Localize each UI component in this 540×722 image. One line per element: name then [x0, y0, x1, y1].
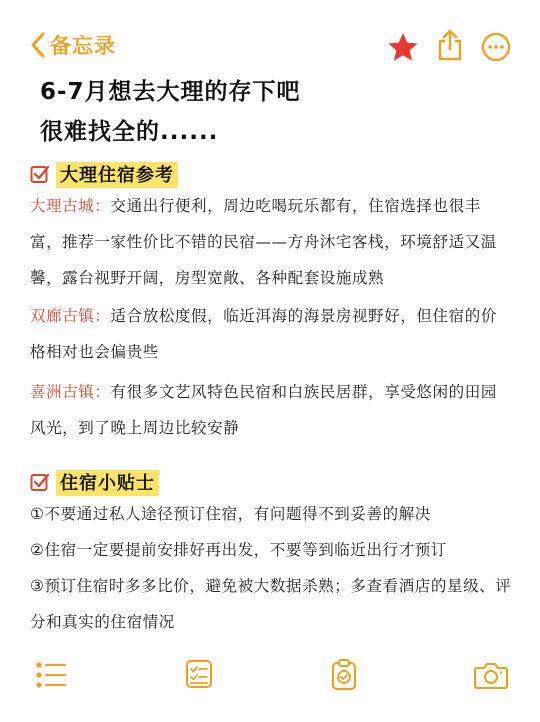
more-options-icon[interactable] — [481, 32, 511, 62]
item-text: 交通出行便利，周边吃喝玩乐都有，住宿选择也很丰富，推荐一家性价比不错的民宿——方舟沐宅客栈，环境舒适又温馨，露台视野开阔，房型宽敞、各种配套设施成熟 — [30, 197, 497, 287]
clipboard-check-icon[interactable] — [330, 658, 358, 692]
bottom-toolbar — [0, 650, 540, 710]
item-key: 双廊古镇： — [30, 307, 111, 325]
section-heading-accommodation — [30, 160, 178, 188]
checkbox-checked-icon — [30, 472, 50, 492]
back-button[interactable] — [30, 30, 116, 60]
bulleted-list-icon[interactable] — [34, 660, 68, 690]
section-heading-tips — [30, 468, 159, 496]
share-icon[interactable] — [436, 28, 464, 62]
star-icon[interactable] — [386, 30, 420, 64]
list-item — [30, 374, 512, 446]
note-title — [40, 72, 510, 152]
checklist-icon[interactable] — [184, 658, 214, 690]
item-key: 大理古城： — [30, 197, 111, 215]
tip-item: ③预订住宿时多多比价，避免被大数据杀熟；多查看酒店的星级、评分和真实的住宿情况 — [30, 577, 512, 631]
chevron-left-icon — [30, 31, 46, 59]
camera-icon[interactable] — [473, 660, 509, 690]
note-title-line-1: 6-7月想去大理的存下吧 — [40, 79, 301, 105]
section-heading-label: 大理住宿参考 — [56, 160, 178, 188]
tip-item: ②住宿一定要提前安排好再出发，不要等到临近出行才预订 — [30, 541, 447, 559]
checkbox-checked-icon — [30, 164, 50, 184]
note-title-line-2: 很难找全的...... — [40, 119, 219, 145]
list-item — [30, 298, 512, 370]
item-text: 适合放松度假，临近洱海的海景房视野好，但住宿的价格相对也会偏贵些 — [30, 307, 497, 361]
item-key: 喜洲古镇： — [30, 383, 111, 401]
item-text: 有很多文艺风特色民宿和白族民居群，享受悠闲的田园风光，到了晚上周边比较安静 — [30, 383, 497, 437]
list-item — [30, 188, 512, 296]
back-label: 备忘录 — [50, 34, 116, 58]
tip-item: ①不要通过私人途径预订住宿，有问题得不到妥善的解决 — [30, 505, 431, 523]
section-heading-label: 住宿小贴士 — [56, 468, 159, 496]
top-toolbar — [0, 0, 540, 80]
